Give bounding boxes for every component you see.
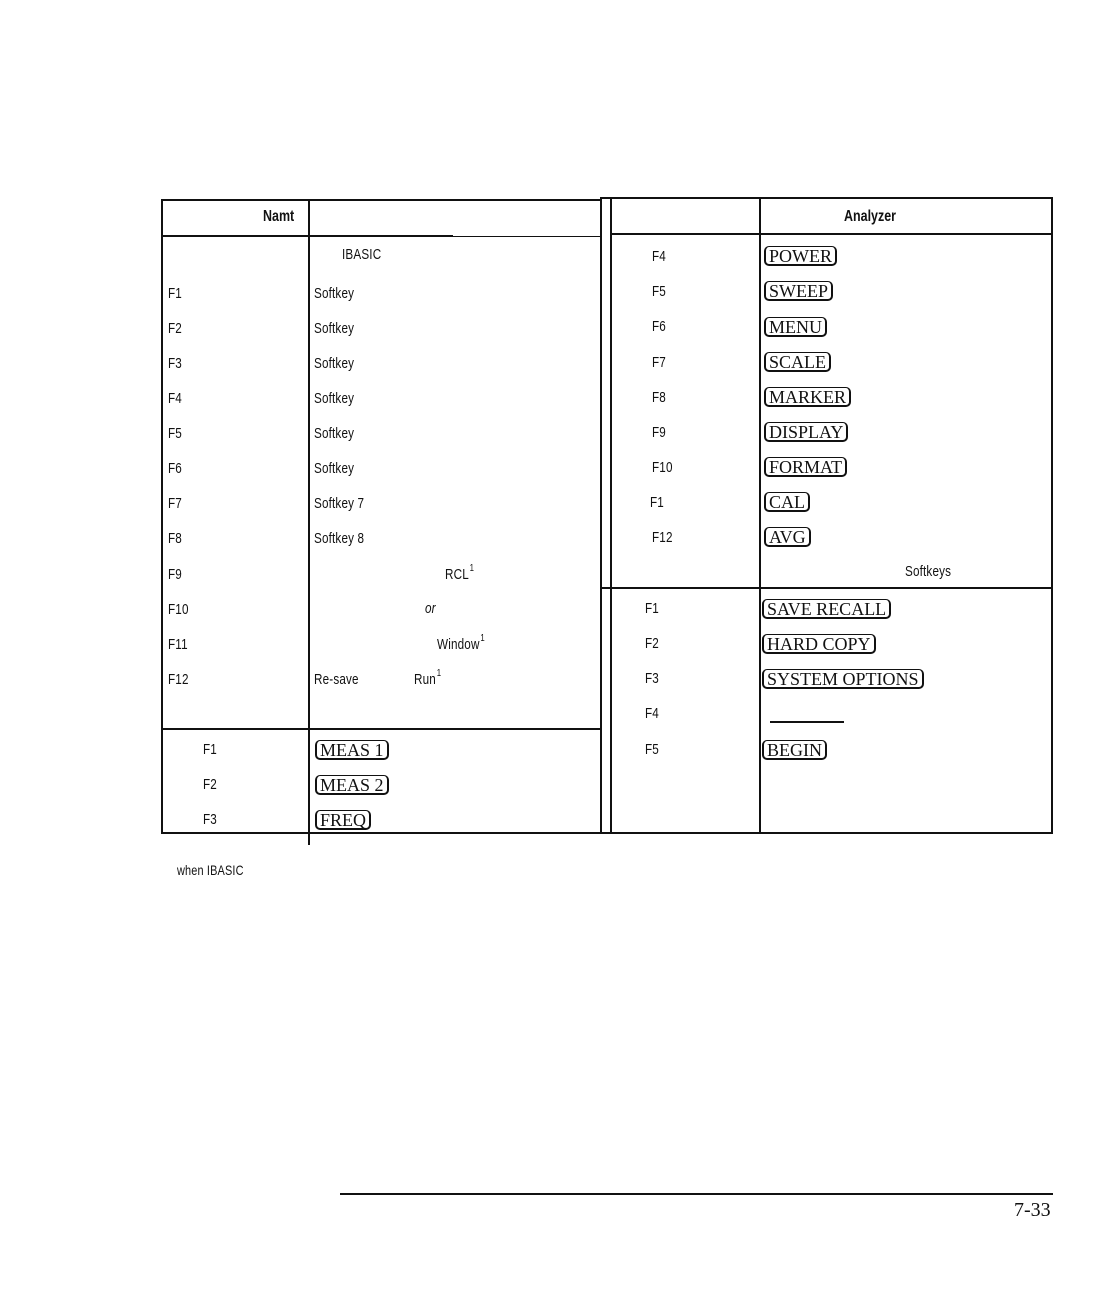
hard-copy-key: HARD COPY (762, 634, 876, 654)
page-number: 7-33 (1014, 1199, 1051, 1221)
footnote-marker: 1 (469, 563, 475, 574)
footnote-marker: 1 (480, 633, 485, 644)
sweep-key: SWEEP (764, 281, 833, 301)
left-row-key: F7 (168, 495, 182, 512)
right-table-col-divider (759, 197, 761, 833)
right-table-header-rule (610, 233, 1053, 235)
left-table-bottom-border (161, 832, 612, 834)
right-table-bottom-border (610, 832, 1053, 834)
left-row-key: F3 (168, 355, 182, 372)
left-row-key: F1 (168, 285, 182, 302)
right-row-key: F6 (652, 318, 666, 335)
left-first-desc: IBASIC (342, 246, 382, 263)
left-row-desc: Softkey 8 (314, 530, 365, 547)
right-row-key: F5 (652, 283, 666, 300)
left-row-desc: Softkey (314, 460, 355, 477)
left-row-desc (437, 633, 485, 653)
footer-rule (340, 1193, 1053, 1195)
left-row-key: F5 (168, 425, 182, 442)
menu-key: MENU (764, 317, 827, 337)
meas2-key: MEAS 2 (315, 775, 389, 795)
right-table-section-rule (600, 587, 1053, 589)
left-row-desc: Softkey (314, 390, 355, 407)
left-row-key: F10 (168, 601, 189, 618)
right-table-right-border (1051, 197, 1053, 833)
blank-key-line (770, 721, 844, 723)
left-table-top-border (161, 199, 601, 201)
tables-divider-right (610, 197, 612, 833)
left-row-key: F2 (168, 320, 182, 337)
left-sec2-key: F2 (203, 776, 217, 793)
right-row-key: F4 (652, 248, 666, 265)
left-row-key: F4 (168, 390, 182, 407)
right-sec2-key: F5 (645, 741, 659, 758)
left-row-desc2 (414, 668, 442, 688)
left-row-key: F8 (168, 530, 182, 547)
left-sec2-key: F3 (203, 811, 217, 828)
left-row-desc2-text: Run (414, 671, 436, 688)
footnote-marker: 1 (436, 668, 442, 679)
softkeys-label: Softkeys (905, 563, 952, 580)
left-row-key: F12 (168, 671, 189, 688)
left-row-desc-text: RCL (445, 566, 469, 583)
meas1-key: MEAS 1 (315, 740, 389, 760)
left-row-desc: Softkey (314, 285, 355, 302)
right-row-key: F8 (652, 389, 666, 406)
left-row-desc: Softkey 7 (314, 495, 365, 512)
power-key: POWER (764, 246, 837, 266)
right-row-key: F12 (652, 529, 673, 546)
right-table-top-border (610, 197, 1053, 199)
left-table-section-rule (161, 728, 601, 730)
right-sec2-key: F3 (645, 670, 659, 687)
left-row-key: F6 (168, 460, 182, 477)
right-row-key: F9 (652, 424, 666, 441)
avg-key: AVG (764, 527, 811, 547)
tables-divider-left (600, 199, 602, 833)
footnote-text: when IBASIC (177, 862, 244, 878)
right-header-analyzer: Analyzer (844, 208, 897, 225)
left-table-left-border (161, 199, 163, 833)
cal-key: CAL (764, 492, 810, 512)
left-table-header-rule (161, 235, 453, 237)
left-row-desc: Softkey (314, 425, 355, 442)
system-options-key: SYSTEM OPTIONS (762, 669, 924, 689)
right-sec2-key: F1 (645, 600, 659, 617)
left-row-desc: Re-save (314, 671, 359, 688)
left-row-key: F11 (168, 636, 188, 653)
left-sec2-key: F1 (203, 741, 217, 758)
format-key: FORMAT (764, 457, 847, 477)
left-row-desc (445, 563, 475, 583)
left-table-header-rule-right (453, 236, 601, 237)
freq-key: FREQ (315, 810, 371, 830)
right-sec2-key: F2 (645, 635, 659, 652)
save-recall-key: SAVE RECALL (762, 599, 891, 619)
scale-key: SCALE (764, 352, 831, 372)
display-key: DISPLAY (764, 422, 848, 442)
left-row-desc: or (425, 600, 436, 617)
begin-key: BEGIN (762, 740, 827, 760)
left-row-desc: Softkey (314, 320, 355, 337)
left-row-desc-text: Window (437, 636, 480, 653)
right-row-key: F7 (652, 354, 666, 371)
right-sec2-key: F4 (645, 705, 659, 722)
left-row-desc: Softkey (314, 355, 355, 372)
right-row-key: F10 (652, 459, 673, 476)
right-row-key: F1 (650, 494, 664, 511)
left-header-name: Namt (263, 208, 295, 225)
left-row-key: F9 (168, 566, 182, 583)
left-table-col-divider (308, 199, 310, 845)
marker-key: MARKER (764, 387, 851, 407)
